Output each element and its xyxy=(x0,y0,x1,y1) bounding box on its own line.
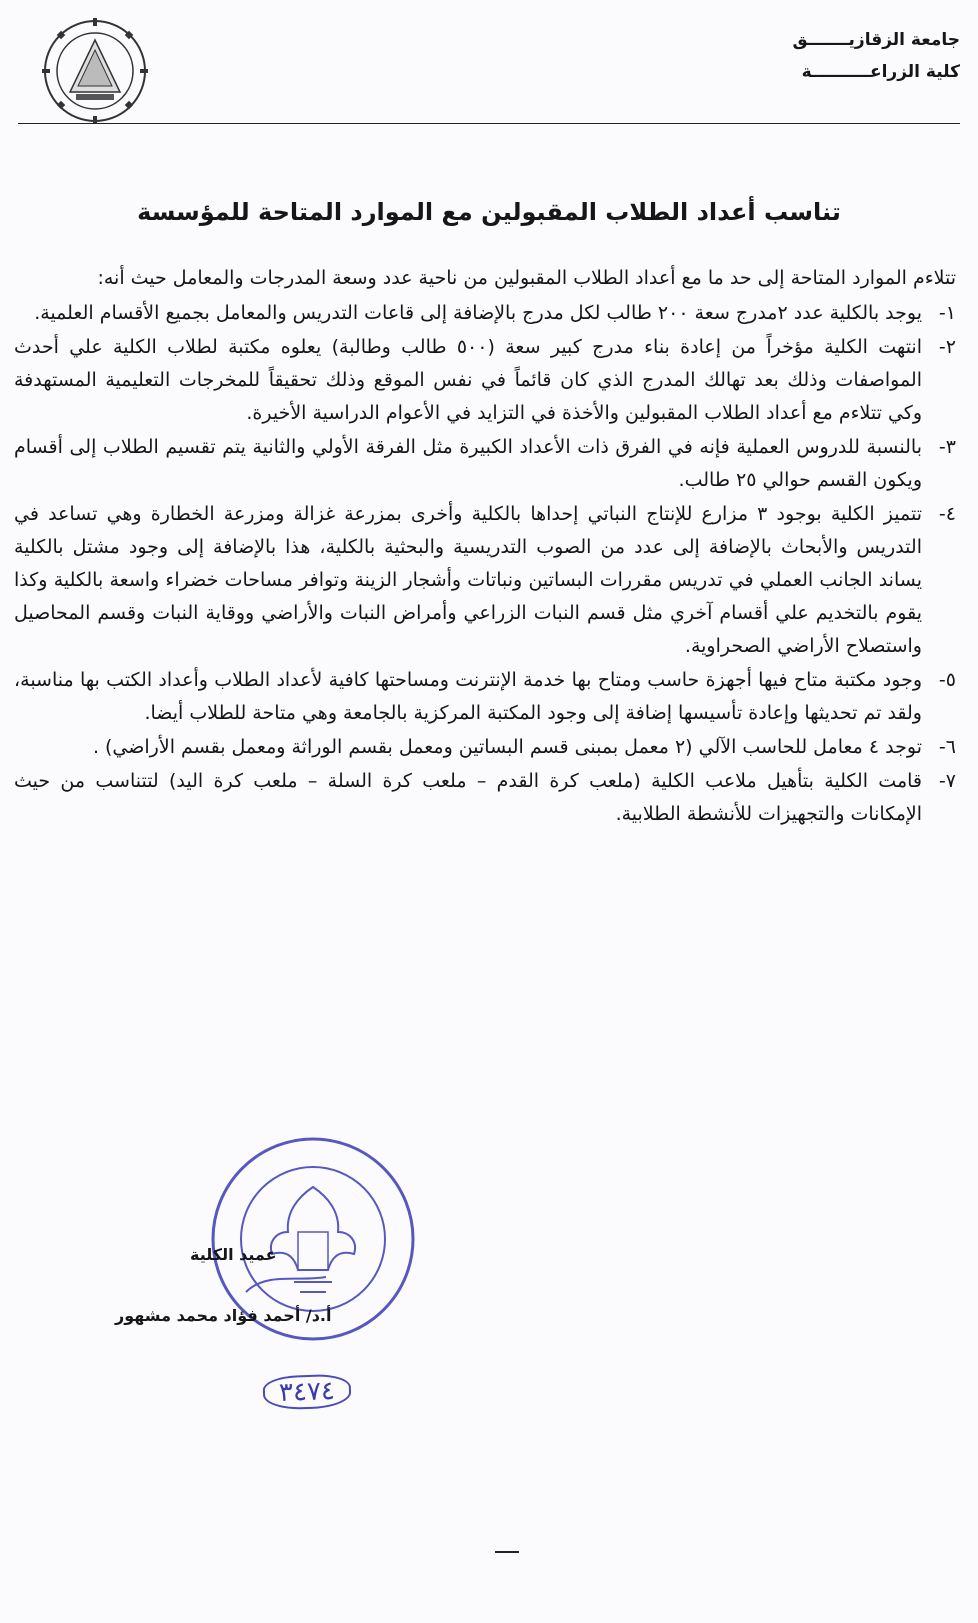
item-number: ٧- xyxy=(938,770,956,792)
item-number: ٥- xyxy=(938,669,956,691)
item-text: تتميز الكلية بوجود ٣ مزارع للإنتاج النباتي إحداها بالكلية وأخرى بمزرعة غزالة ومزرعة الخطارة وهي تساعد في التدريس والأبحاث بالإضافة إلى عدد من الصوب التدريسية والبحثية بالكلية، هذا بالإضافة إلى وجود مشتل بالكلية يساند الجانب العملي في تدريس مقررات البساتين ونباتات وأشجار الزينة وتوافر مساحات خضراء واسعة بالكلية وكذا يقوم بالتخديم علي أقسام آخري مثل قسم النبات الزراعي وأمراض النبات والأراضي ووقاية النبات وقسم المحاصيل واستصلاح الأراضي الصحراوية. xyxy=(14,503,922,657)
signatory-name: أ.د/ أحمد فؤاد محمد مشهور xyxy=(115,1306,332,1325)
item-text: توجد ٤ معامل للحاسب الآلي (٢ معمل بمبنى قسم البساتين ومعمل بقسم الوراثة ومعمل بقسم الأراضي) . xyxy=(92,736,922,758)
faculty-name: كلية الزراعــــــــــة xyxy=(801,62,960,82)
page-marker xyxy=(495,1551,519,1553)
item-text: يوجد بالكلية عدد ٢مدرج سعة ٢٠٠ طالب لكل مدرج بالإضافة إلى قاعات التدريس والمعامل بجميع الأقسام العلمية. xyxy=(34,302,922,324)
header-divider xyxy=(18,123,960,124)
item-text: قامت الكلية بتأهيل ملاعب الكلية (ملعب كرة القدم – ملعب كرة السلة – ملعب كرة اليد) لتتناسب من حيث الإمكانات والتجهيزات للأنشطة الطلابية. xyxy=(14,770,922,825)
university-name: جامعة الزقازيـــــــق xyxy=(792,30,960,50)
list-item xyxy=(14,498,956,663)
list-item xyxy=(14,297,956,330)
list-item xyxy=(14,765,956,831)
list-item xyxy=(14,431,956,497)
handwritten-number: ٣٤٧٤ xyxy=(262,1373,351,1410)
item-text: وجود مكتبة متاح فيها أجهزة حاسب ومتاح بها خدمة الإنترنت ومساحتها كافية لأعداد الطلاب وأعداد الكتب بها مناسبة، ولقد تم تحديثها وإعادة تأسيسها إضافة إلى وجود المكتبة المركزية بالجامعة وهي متاحة للطلاب أيضا. xyxy=(14,669,922,724)
signatory-title: عميد الكلية xyxy=(190,1245,277,1264)
list-item xyxy=(14,331,956,430)
faculty-emblem-icon xyxy=(40,16,150,126)
document-title: تناسب أعداد الطلاب المقبولين مع الموارد المتاحة للمؤسسة xyxy=(137,198,841,226)
item-number: ٤- xyxy=(938,503,956,525)
item-number: ٢- xyxy=(938,336,956,358)
list-item xyxy=(14,664,956,730)
list-item xyxy=(14,731,956,764)
document-body xyxy=(14,262,956,832)
item-text: انتهت الكلية مؤخراً من إعادة بناء مدرج كبير سعة (٥٠٠ طالب وطالبة) يعلوه مكتبة لطلاب الكلية علي أحدث المواصفات وذلك بعد تهالك المدرج الذي كان قائماً في نفس الموقع وذلك تحقيقاً للمخرجات التعليمية المستهدفة وكي تتلاءم مع أعداد الطلاب المقبولين والأخذة في التزايد في الأعوام الدراسية الأخيرة. xyxy=(14,336,922,424)
institution-header xyxy=(793,24,960,88)
item-number: ١- xyxy=(938,302,956,324)
intro-paragraph: تتلاءم الموارد المتاحة إلى حد ما مع أعداد الطلاب المقبولين من ناحية عدد وسعة المدرجات والمعامل حيث أنه: xyxy=(97,267,956,289)
item-number: ٦- xyxy=(938,736,956,758)
item-number: ٣- xyxy=(938,436,956,458)
item-text: بالنسبة للدروس العملية فإنه في الفرق ذات الأعداد الكبيرة مثل الفرقة الأولي والثانية يتم تقسيم الطلاب إلى أقسام ويكون القسم حوالي ٢٥ طالب. xyxy=(14,436,922,491)
